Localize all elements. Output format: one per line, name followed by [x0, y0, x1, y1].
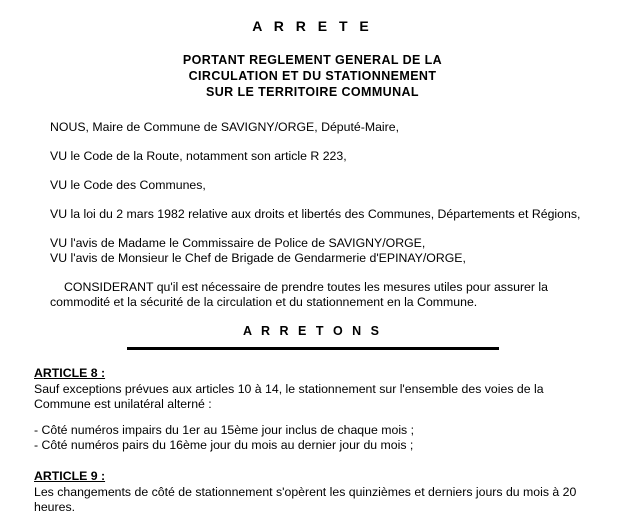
article-8-item-1: - Côté numéros impairs du 1er au 15ème jour inclus de chaque mois ; [34, 423, 415, 437]
page-title: A R R E T E [252, 18, 373, 34]
article-8-gap [34, 412, 591, 423]
article-8 [34, 366, 591, 453]
preamble-line-code-route: VU le Code de la Route, notamment son article R 223, [50, 149, 347, 163]
preamble-line-avis-gendarmerie: VU l'avis de Monsieur le Chef de Brigade de Gendarmerie d'EPINAY/ORGE, [50, 251, 466, 265]
subtitle-line-3: SUR LE TERRITOIRE COMMUNAL [206, 85, 419, 99]
articles-block [34, 366, 591, 515]
arretons-heading: A R R E T O N S [243, 324, 382, 338]
document-page [0, 18, 625, 527]
preamble-block [34, 120, 591, 310]
articles-gap [34, 453, 591, 469]
subtitle-line-2: CIRCULATION ET DU STATIONNEMENT [188, 69, 437, 83]
article-9-body: Les changements de côté de stationnement s'opèrent les quinzièmes et derniers jours du mois à 20 heures. [34, 485, 577, 514]
preamble-line-loi-1982: VU la loi du 2 mars 1982 relative aux droits et libertés des Communes, Départements et Régions, [50, 207, 581, 221]
article-9-heading: ARTICLE 9 : [34, 469, 106, 483]
considerant-paragraph: CONSIDERANT qu'il est nécessaire de prendre toutes les mesures utiles pour assurer la commodité et la sécurité de la circulation et du stationnement en la Commune. [50, 280, 548, 309]
article-9 [34, 469, 591, 515]
preamble-line-code-communes: VU le Code des Communes, [50, 178, 206, 192]
subtitle-line-1: PORTANT REGLEMENT GENERAL DE LA [182, 53, 443, 67]
preamble-line-nous: NOUS, Maire de Commune de SAVIGNY/ORGE, Député-Maire, [50, 120, 399, 134]
preamble-line-avis-commissaire: VU l'avis de Madame le Commissaire de Police de SAVIGNY/ORGE, [50, 236, 426, 250]
horizontal-divider [127, 347, 499, 350]
article-8-heading: ARTICLE 8 : [34, 366, 106, 380]
article-8-body: Sauf exceptions prévues aux articles 10 à 14, le stationnement sur l'ensemble des voies de la Commune est unilatéral alterné : [34, 382, 544, 411]
document-subtitle [34, 52, 591, 100]
article-8-item-2: - Côté numéros pairs du 16ème jour du mois au dernier jour du mois ; [34, 438, 414, 452]
